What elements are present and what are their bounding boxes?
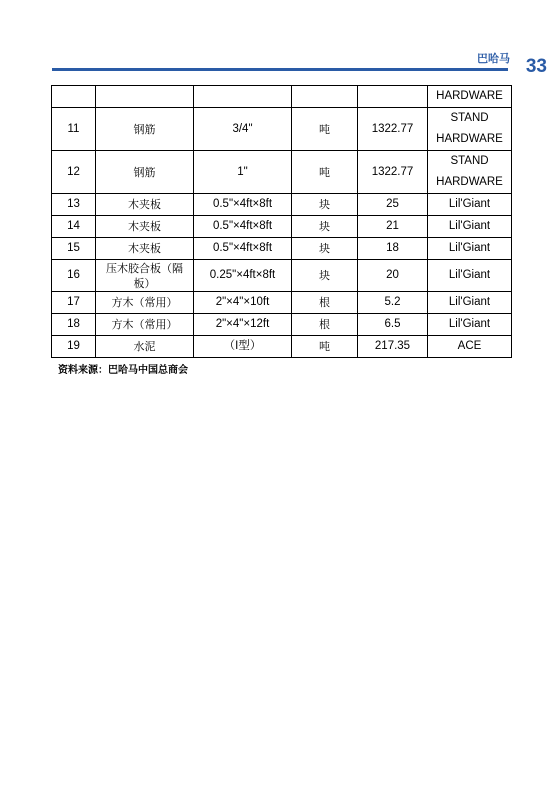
- spec-cell: 2"×4"×10ft: [194, 292, 292, 314]
- row-number-cell: 16: [52, 260, 96, 292]
- row-number-cell: 13: [52, 194, 96, 216]
- spec-cell: 3/4": [194, 108, 292, 151]
- unit-cell: 块: [292, 260, 358, 292]
- source-note: 资料来源：巴哈马中国总商会: [58, 365, 188, 376]
- spec-cell: 0.5"×4ft×8ft: [194, 194, 292, 216]
- table-row: [52, 86, 512, 108]
- spec-cell: 2"×4"×12ft: [194, 314, 292, 336]
- row-number-cell: 14: [52, 216, 96, 238]
- item-name-cell: 木夹板: [96, 194, 194, 216]
- item-name-cell: 方木（常用）: [96, 314, 194, 336]
- header-title: 巴哈马: [477, 52, 510, 65]
- spec-cell: 0.25"×4ft×8ft: [194, 260, 292, 292]
- table-row: [52, 260, 512, 292]
- price-cell: 25: [358, 194, 428, 216]
- price-cell: 1322.77: [358, 151, 428, 194]
- row-number-cell: 12: [52, 151, 96, 194]
- table-row: [52, 314, 512, 336]
- price-cell: 1322.77: [358, 108, 428, 151]
- table-row: [52, 216, 512, 238]
- row-number-cell: 19: [52, 336, 96, 358]
- item-name-cell: 压木胶合板（隔板）: [96, 260, 194, 292]
- row-number-cell: 15: [52, 238, 96, 260]
- item-name-cell: 钢筋: [96, 108, 194, 151]
- unit-cell: 吨: [292, 336, 358, 358]
- item-name-cell: 方木（常用）: [96, 292, 194, 314]
- spec-cell: 0.5"×4ft×8ft: [194, 216, 292, 238]
- item-name-cell: 水泥: [96, 336, 194, 358]
- item-name-cell: 钢筋: [96, 151, 194, 194]
- brand-cell: Lil'Giant: [428, 260, 512, 292]
- unit-cell: 吨: [292, 108, 358, 151]
- brand-cell: STAND HARDWARE: [428, 108, 512, 151]
- price-table-body: [52, 86, 512, 358]
- price-cell: 18: [358, 238, 428, 260]
- table-row: [52, 151, 512, 194]
- item-name-cell: [96, 86, 194, 108]
- brand-cell: ACE: [428, 336, 512, 358]
- header-rule: [52, 68, 508, 71]
- brand-cell: Lil'Giant: [428, 314, 512, 336]
- unit-cell: 块: [292, 194, 358, 216]
- spec-cell: 0.5"×4ft×8ft: [194, 238, 292, 260]
- unit-cell: [292, 86, 358, 108]
- price-cell: 217.35: [358, 336, 428, 358]
- price-cell: 21: [358, 216, 428, 238]
- row-number-cell: 17: [52, 292, 96, 314]
- table-row: [52, 292, 512, 314]
- price-cell: 20: [358, 260, 428, 292]
- row-number-cell: [52, 86, 96, 108]
- spec-cell: 1": [194, 151, 292, 194]
- brand-cell: Lil'Giant: [428, 292, 512, 314]
- price-cell: [358, 86, 428, 108]
- unit-cell: 块: [292, 238, 358, 260]
- table-row: [52, 194, 512, 216]
- row-number-cell: 11: [52, 108, 96, 151]
- unit-cell: 根: [292, 292, 358, 314]
- brand-cell: Lil'Giant: [428, 194, 512, 216]
- row-number-cell: 18: [52, 314, 96, 336]
- brand-cell: Lil'Giant: [428, 238, 512, 260]
- unit-cell: 根: [292, 314, 358, 336]
- item-name-cell: 木夹板: [96, 216, 194, 238]
- price-cell: 6.5: [358, 314, 428, 336]
- item-name-cell: 木夹板: [96, 238, 194, 260]
- brand-cell: STAND HARDWARE: [428, 151, 512, 194]
- brand-cell: HARDWARE: [428, 86, 512, 108]
- table-row: [52, 336, 512, 358]
- price-cell: 5.2: [358, 292, 428, 314]
- unit-cell: 块: [292, 216, 358, 238]
- spec-cell: [194, 86, 292, 108]
- table-row: [52, 108, 512, 151]
- brand-cell: Lil'Giant: [428, 216, 512, 238]
- spec-cell: （I型）: [194, 336, 292, 358]
- table-row: [52, 238, 512, 260]
- page-number: 33: [525, 56, 547, 77]
- price-table: [51, 85, 512, 358]
- unit-cell: 吨: [292, 151, 358, 194]
